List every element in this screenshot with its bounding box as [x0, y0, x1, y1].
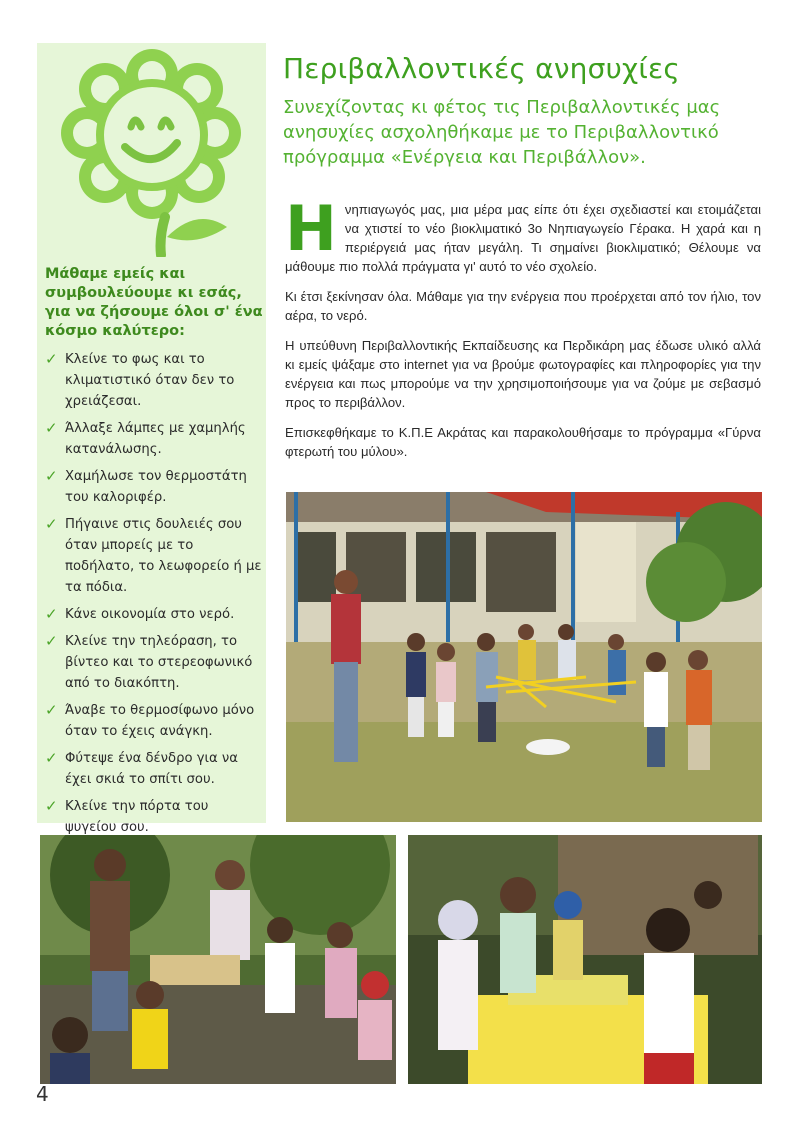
paragraph-1 — [285, 192, 761, 276]
smiling-flower-icon — [47, 47, 257, 257]
schoolyard-photo — [286, 492, 762, 822]
check-icon: ✓ — [45, 605, 58, 623]
page-title: Περιβαλλοντικές ανησυχίες — [283, 52, 680, 85]
tips-list — [43, 349, 263, 844]
kids-table-photo — [408, 835, 762, 1084]
check-icon: ✓ — [45, 467, 58, 485]
check-icon: ✓ — [45, 797, 58, 815]
tips-sidebar — [37, 43, 266, 835]
tip-text: Κάνε οικονομία στο νερό. — [65, 607, 235, 622]
tip-text: Κλείνε την τηλεόραση, το βίντεο και το στερεοφωνικό από το διακόπτη. — [65, 634, 253, 691]
list-item — [43, 631, 263, 694]
list-item — [43, 466, 263, 508]
tip-text: Κλείνε το φως και το κλιματιστικό όταν δεν το χρειάζεσαι. — [65, 352, 235, 409]
check-icon: ✓ — [45, 515, 58, 533]
article-body — [285, 192, 761, 472]
check-icon: ✓ — [45, 701, 58, 719]
list-item — [43, 349, 263, 412]
tip-text: Χαμήλωσε τον θερμοστάτη του καλοριφέρ. — [65, 469, 247, 505]
check-icon: ✓ — [45, 749, 58, 767]
page-number: 4 — [36, 1082, 49, 1106]
check-icon: ✓ — [45, 419, 58, 437]
list-item — [43, 418, 263, 460]
kids-outdoor-photo — [40, 835, 396, 1084]
drop-cap: Η — [285, 192, 337, 265]
paragraph-4: Επισκεφθήκαμε το Κ.Π.Ε Ακράτας και παρακολουθήσαμε το πρόγραμμα «Γύρνα φτερωτή του μύλου». — [285, 425, 761, 459]
sidebar-heading: Μάθαμε εμείς και συμβουλεύουμε κι εσάς, για να ζήσουμε όλοι σ' ένα κόσμο καλύτερο: — [45, 266, 263, 339]
tip-text: Άναβε το θερμοσίφωνο μόνο όταν το έχεις ανάγκη. — [65, 703, 255, 739]
list-item — [43, 514, 263, 598]
paragraph-2: Κι έτσι ξεκίνησαν όλα. Μάθαμε για την ενέργεια που προέρχεται από τον ήλιο, τον αέρα, το νερό. — [285, 289, 761, 323]
list-item — [43, 796, 263, 838]
tip-text: Φύτεψε ένα δένδρο για να έχει σκιά το σπίτι σου. — [65, 751, 238, 787]
article-subtitle: Συνεχίζοντας κι φέτος τις Περιβαλλοντικές μας ανησυχίες ασχοληθήκαμε με το Περιβαλλοντικό πρόγραμμα «Ενέργεια και Περιβάλλον». — [283, 97, 721, 168]
tip-text: Κλείνε την πόρτα του ψυγείου σου. — [65, 799, 209, 835]
list-item — [43, 748, 263, 790]
list-item — [43, 700, 263, 742]
tip-text: Πήγαινε στις δουλειές σου όταν μπορείς με το ποδήλατο, το λεωφορείο ή με τα πόδια. — [65, 517, 262, 595]
list-item — [43, 604, 263, 625]
tip-text: Άλλαξε λάμπες με χαμηλής κατανάλωσης. — [65, 421, 246, 457]
check-icon: ✓ — [45, 632, 58, 650]
paragraph-3: Η υπεύθυνη Περιβαλλοντικής Εκπαίδευσης κα Περδικάρη μας έδωσε υλικό αλλά κι εμείς ψάξαμε στο internet για να βρούμε φωτογραφίες και πληροφορίες για την ενέργεια και πως μπορούμε να την χρησιμοποιήσουμε για να ζούμε με σεβασμό προς το περιβάλλον. — [285, 338, 761, 410]
check-icon: ✓ — [45, 350, 58, 368]
paragraph-1-text: νηπιαγωγός μας, μια μέρα μας είπε ότι έχει σχεδιαστεί και ετοιμάζεται να χτιστεί το νέο βιοκλιματικό 3ο Νηπιαγωγείο Γέρακα. Η χαρά και η περιέργειά μας ήταν μεγάλη. Τι σημαίνει βιοκλιματικό; Θέλουμε να μάθουμε πιο πολλά πράγματα γι' αυτό το νέο σχολείο. — [285, 202, 761, 274]
